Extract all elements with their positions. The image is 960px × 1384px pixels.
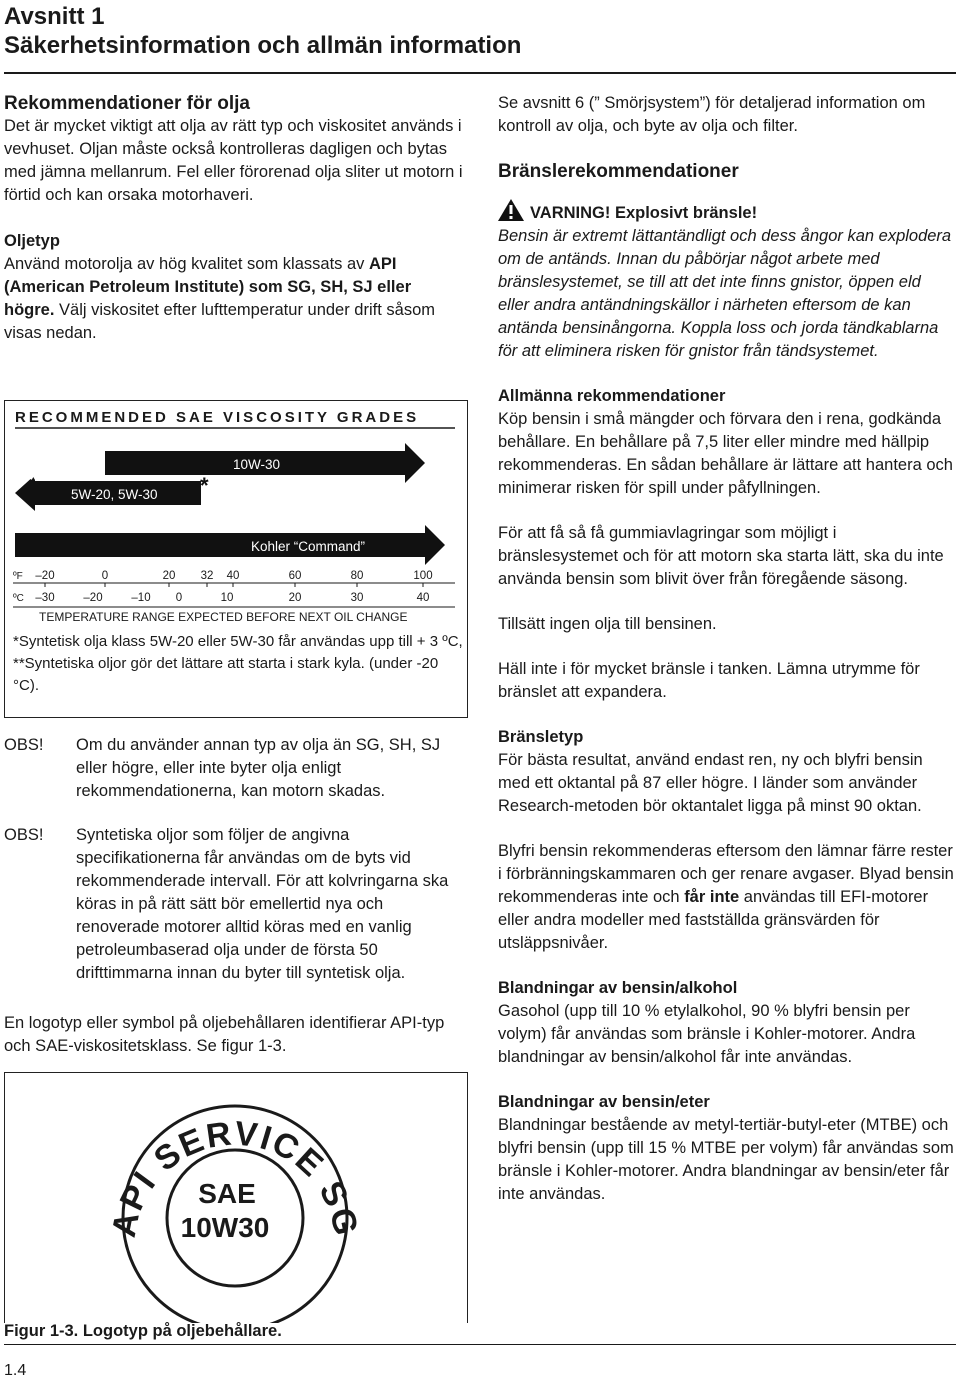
page-number: 1.4 <box>4 1362 27 1379</box>
c-tick-label: 10 <box>220 592 234 604</box>
c-unit-label: ºC <box>13 593 24 604</box>
obs-text: Syntetiska oljor som följer de angivna specifikationerna får användas om de byts vid rekommenderade intervall. För att kolvringarna ska köras in på rätt sätt bör emellertid nya och renoverade motorer alltid köras med en vanlig petroleumbaserad olja under de första 50 drifttimmarna innan du byter till syntetisk olja. <box>76 826 449 982</box>
obs-text: Om du använder annan typ av olja än SG, SH, SJ eller högre, eller inte byter olja enligt rekommendationerna, kan motorn skadas. <box>76 736 441 800</box>
chart-title: RECOMMENDED SAE VISCOSITY GRADES <box>15 409 420 426</box>
double-star-mark: ** <box>29 467 47 492</box>
obs-label: OBS! <box>4 826 44 844</box>
chart-note-synthetic: *Syntetisk olja klass 5W-20 eller 5W-30 får användas upp till + 3 ºC, <box>13 633 463 650</box>
logo-sae-text: SAE <box>198 1178 256 1209</box>
api-logo-figure <box>4 1072 468 1323</box>
fueltype-heading: Bränsletyp <box>498 728 584 746</box>
oiltype-heading: Oljetyp <box>4 232 60 250</box>
api-service-symbol <box>5 1073 467 1323</box>
oiltype-paragraph: Använd motorolja av hög kvalitet som klassats av API (American Petroleum Institute) som SG, SH, SJ eller högre. Välj viskositet efter lufttemperatur under drift såsom visas nedan. <box>4 255 435 342</box>
right-column <box>498 92 956 1206</box>
logo-paragraph-text: En logotyp eller symbol på oljebehållaren identifierar API-typ och SAE-viskositetsklass. Se figur 1-3. <box>4 1014 445 1055</box>
general-heading: Allmänna rekommendationer <box>498 387 726 405</box>
range-caption: TEMPERATURE RANGE EXPECTED BEFORE NEXT OIL CHANGE <box>39 610 408 624</box>
grade-high-label: 10W-30 <box>233 457 281 472</box>
warning-title: VARNING! Explosivt bränsle! <box>498 199 956 225</box>
header-rule <box>4 72 956 74</box>
intro-paragraph: Se avsnitt 6 (” Smörjsystem”) för detaljerad information om kontroll av olja, och byte av olja och filter. <box>498 94 926 135</box>
c-tick-label: 40 <box>416 592 430 604</box>
oil-paragraph: Det är mycket viktigt att olja av rätt typ och viskositet används i vevhuset. Oljan måste också kontrolleras dagligen och bytas med jämna mellanrum. Fel eller förorenad olja sliter ut motorn i förtid och kan orsaka motorhaveri. <box>4 117 463 204</box>
alcohol-heading: Blandningar av bensin/alkohol <box>498 979 738 997</box>
c-tick-label: 30 <box>350 592 364 604</box>
obs-note-2 <box>4 824 466 984</box>
product-label: Kohler “Command” <box>251 539 366 554</box>
temperature-scales <box>13 570 455 624</box>
oil-heading: Rekommendationer för olja <box>4 93 250 114</box>
f-tick-label: 40 <box>226 570 240 582</box>
logo-paragraph <box>4 1012 466 1058</box>
gum-paragraph: För att få så få gummiavlagringar som möjligt i bränslesystemet och för att motorn ska starta lätt, ska du inte använda bensin som blivit över från föregående säsong. <box>498 524 944 588</box>
ether-paragraph: Blandningar bestående av metyl-tertiär-butyl-eter (MTBE) och blyfri bensin (upp till 15 % MTBE per volym) får användas som bränsle i Kohler-motorer. Andra blandningar av bensin/eter får inte användas. <box>498 1116 954 1203</box>
c-tick-label: 0 <box>175 592 183 604</box>
f-tick-label: 100 <box>413 570 433 582</box>
c-tick-label: –30 <box>35 592 55 604</box>
chart-notes <box>13 631 463 697</box>
c-tick-label: 20 <box>288 592 302 604</box>
warning-icon <box>498 199 524 221</box>
viscosity-chart-graphic <box>5 401 467 631</box>
warning-text: Bensin är extremt lättantändligt och dess ångor kan explodera om de antänds. Innan du påbörjar något arbete med bränslesystemet, se till att det inte finns gnistor, öppen eld eller andra antändningskällor i närheten eftersom de kan antända bensinångorna. Koppla loss och jorda tändkablarna för att eliminera risken för gnistor från tändsystemet. <box>498 227 952 360</box>
f-tick-label: 0 <box>101 570 109 582</box>
arrow-product <box>15 525 445 565</box>
logo-grade-text: 10W30 <box>180 1212 270 1243</box>
f-unit-label: ºF <box>13 571 23 582</box>
ether-heading: Blandningar av bensin/eter <box>498 1093 710 1111</box>
obs-label: OBS! <box>4 736 44 754</box>
f-tick-label: –20 <box>35 570 55 582</box>
section-number: Avsnitt 1 <box>4 3 105 30</box>
general-paragraph: Köp bensin i små mängder och förvara den i rena, godkända behållare. En behållare på 7,5 liter eller mindre med hällpip rekommenderas. En sådan behållare är lättare att hantera och minimerar risken för spill under påfyllningen. <box>498 410 953 497</box>
f-tick-label: 60 <box>288 570 302 582</box>
c-tick-label: –10 <box>131 592 151 604</box>
f-tick-label: 32 <box>200 570 214 582</box>
left-column <box>4 92 466 345</box>
c-tick-label: –20 <box>83 592 103 604</box>
page-title: Säkerhetsinformation och allmän information <box>4 32 522 59</box>
chart-note-cold: **Syntetiska oljor gör det lättare att starta i stark kyla. (under -20 °C). <box>13 655 439 694</box>
viscosity-chart <box>4 400 468 718</box>
alcohol-paragraph: Gasohol (upp till 10 % etylalkohol, 90 % blyfri bensin per volym) får användas som bränsle i Kohler-motorer. Andra blandningar av bensin/alkohol får inte användas. <box>498 1002 916 1066</box>
no-oil-paragraph: Tillsätt ingen olja till bensinen. <box>498 615 717 633</box>
grade-low-label: 5W-20, 5W-30 <box>71 487 158 502</box>
f-tick-label: 80 <box>350 570 364 582</box>
fuel-heading: Bränslerekommendationer <box>498 161 739 182</box>
obs-note-1 <box>4 734 466 804</box>
no-overfill-paragraph: Häll inte i för mycket bränsle i tanken. Lämna utrymme för bränslet att expandera. <box>498 660 920 701</box>
f-tick-label: 20 <box>162 570 176 582</box>
fueltype-paragraph: För bästa resultat, använd endast ren, ny och blyfri bensin med ett oktantal på 87 eller högre. I länder som använder Research-metoden bör oktantalet ligga på minst 90 oktan. <box>498 751 923 815</box>
star-mark: * <box>200 473 209 498</box>
figure-caption: Figur 1-3. Logotyp på oljebehållare. <box>4 1322 282 1340</box>
logo-arc-text: API SERVICE SG <box>104 1114 366 1241</box>
footer-rule <box>4 1344 956 1345</box>
unleaded-paragraph: Blyfri bensin rekommenderas eftersom den lämnar färre rester i förbränningskammaren och ger renare avgaser. Blyad bensin rekommenderas inte och får inte användas till EFI-motorer eller andra modeller med fastställda gränsvärden för utsläppsnivåer. <box>498 842 954 952</box>
